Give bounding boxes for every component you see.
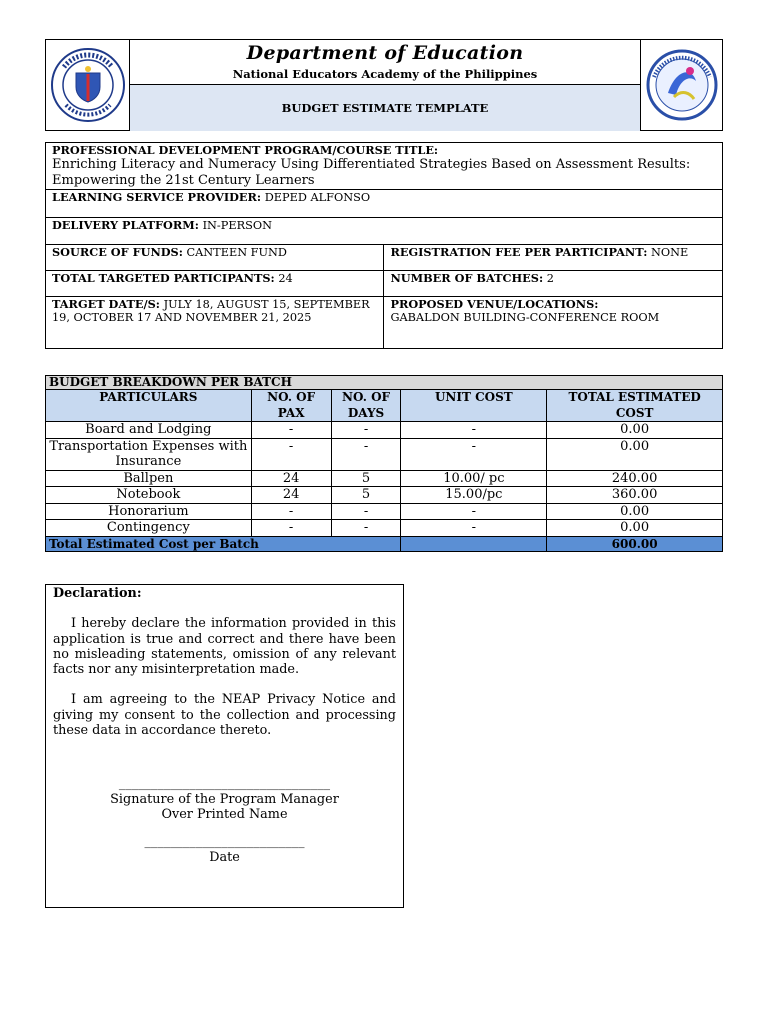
funds-cell	[46, 245, 384, 271]
declaration-paragraph-2: I am agreeing to the NEAP Privacy Notice and giving my consent to the collection and processing these data in accordance thereto.	[53, 692, 396, 739]
total-label: Total Estimated Cost per Batch	[46, 536, 401, 551]
table-row	[46, 438, 723, 470]
program-title-cell	[46, 143, 723, 190]
deped-seal	[46, 40, 129, 130]
row-unit: 10.00/ pc	[401, 470, 547, 487]
header-total-cost: TOTAL ESTIMATED COST	[547, 390, 723, 422]
declaration-paragraph-1: I hereby declare the information provided in this application is true and correct and there have been no misleading statements, omission of any relevant facts nor any misinterpretation made.	[53, 616, 396, 678]
provider-cell	[46, 190, 723, 218]
row-unit: 15.00/pc	[401, 487, 547, 504]
row-total: 0.00	[547, 438, 723, 470]
venue-value: GABALDON BUILDING-CONFERENCE ROOM	[390, 311, 660, 324]
dates-label: TARGET DATE/S:	[52, 297, 160, 311]
row-pax: 24	[251, 487, 331, 504]
venue-cell	[384, 297, 723, 349]
row-pax: -	[251, 503, 331, 520]
table-row	[46, 487, 723, 504]
funds-value: CANTEEN FUND	[186, 246, 287, 259]
funds-label: SOURCE OF FUNDS:	[52, 245, 183, 259]
batches-label: NUMBER OF BATCHES:	[390, 271, 544, 285]
row-days: -	[331, 503, 401, 520]
venue-label: PROPOSED VENUE/LOCATIONS:	[390, 297, 599, 311]
row-unit: -	[401, 422, 547, 439]
header-particulars: PARTICULARS	[46, 390, 252, 422]
row-pax: 24	[251, 470, 331, 487]
total-empty	[401, 536, 547, 551]
participants-label: TOTAL TARGETED PARTICIPANTS:	[52, 271, 275, 285]
budget-title: BUDGET BREAKDOWN PER BATCH	[46, 376, 723, 390]
row-pax: -	[251, 422, 331, 439]
row-pax: -	[251, 520, 331, 537]
signature-caption: Signature of the Program Manager	[110, 791, 339, 807]
neap-logo-icon	[646, 49, 718, 121]
program-info-table	[45, 142, 723, 349]
total-value: 600.00	[547, 536, 723, 551]
budget-breakdown-table	[45, 375, 723, 552]
batches-cell	[384, 271, 723, 297]
row-item: Ballpen	[46, 470, 252, 487]
header-pax: NO. OF PAX	[251, 390, 331, 422]
neap-logo	[640, 40, 723, 130]
table-row	[46, 520, 723, 537]
row-total: 0.00	[547, 503, 723, 520]
platform-label: DELIVERY PLATFORM:	[52, 218, 199, 232]
batches-value: 2	[546, 272, 554, 285]
row-unit: -	[401, 503, 547, 520]
header-days: NO. OF DAYS	[331, 390, 401, 422]
table-row	[46, 503, 723, 520]
row-days: -	[331, 422, 401, 439]
row-total: 360.00	[547, 487, 723, 504]
row-total: 0.00	[547, 520, 723, 537]
platform-cell	[46, 218, 723, 245]
row-item: Contingency	[46, 520, 252, 537]
table-row	[46, 470, 723, 487]
row-total: 0.00	[547, 422, 723, 439]
row-pax: -	[251, 438, 331, 470]
row-days: -	[331, 520, 401, 537]
provider-label: LEARNING SERVICE PROVIDER:	[52, 190, 262, 204]
deped-seal-icon	[50, 47, 126, 123]
table-row	[46, 422, 723, 439]
academy-name: National Educators Academy of the Philippines	[232, 67, 538, 81]
total-row	[46, 536, 723, 551]
row-item: Transportation Expenses with Insurance	[46, 438, 252, 470]
platform-value: IN-PERSON	[202, 219, 272, 232]
department-title: Department of Education	[246, 42, 524, 64]
dates-cell	[46, 297, 384, 349]
date-caption: Date	[209, 849, 240, 865]
signature-caption-2: Over Printed Name	[161, 806, 288, 822]
row-unit: -	[401, 520, 547, 537]
row-item: Notebook	[46, 487, 252, 504]
date-line: _________________________	[144, 834, 305, 850]
program-title-label: PROFESSIONAL DEVELOPMENT PROGRAM/COURSE TITLE:	[52, 143, 439, 157]
row-total: 240.00	[547, 470, 723, 487]
declaration-title: Declaration:	[53, 586, 142, 601]
budget-header-row	[46, 390, 723, 422]
row-item: Honorarium	[46, 503, 252, 520]
declaration-box	[45, 584, 404, 908]
row-days: 5	[331, 470, 401, 487]
template-title: BUDGET ESTIMATE TEMPLATE	[130, 84, 640, 131]
row-days: 5	[331, 487, 401, 504]
program-title-value: Enriching Literacy and Numeracy Using Differentiated Strategies Based on Assessment Results: Empowering the 21st Century Learners	[52, 157, 691, 188]
header-unit-cost: UNIT COST	[401, 390, 547, 422]
participants-value: 24	[278, 272, 293, 285]
document-header	[45, 39, 723, 131]
fee-value: NONE	[651, 246, 689, 259]
row-item: Board and Lodging	[46, 422, 252, 439]
fee-cell	[384, 245, 723, 271]
row-unit: -	[401, 438, 547, 470]
signature-line: _________________________________	[118, 776, 331, 792]
dates-value: JULY 18, AUGUST 15, SEPTEMBER 19, OCTOBER 17 AND NOVEMBER 21, 2025	[52, 298, 370, 324]
row-days: -	[331, 438, 401, 470]
participants-cell	[46, 271, 384, 297]
provider-value: DEPED ALFONSO	[264, 191, 371, 204]
fee-label: REGISTRATION FEE PER PARTICIPANT:	[390, 245, 648, 259]
